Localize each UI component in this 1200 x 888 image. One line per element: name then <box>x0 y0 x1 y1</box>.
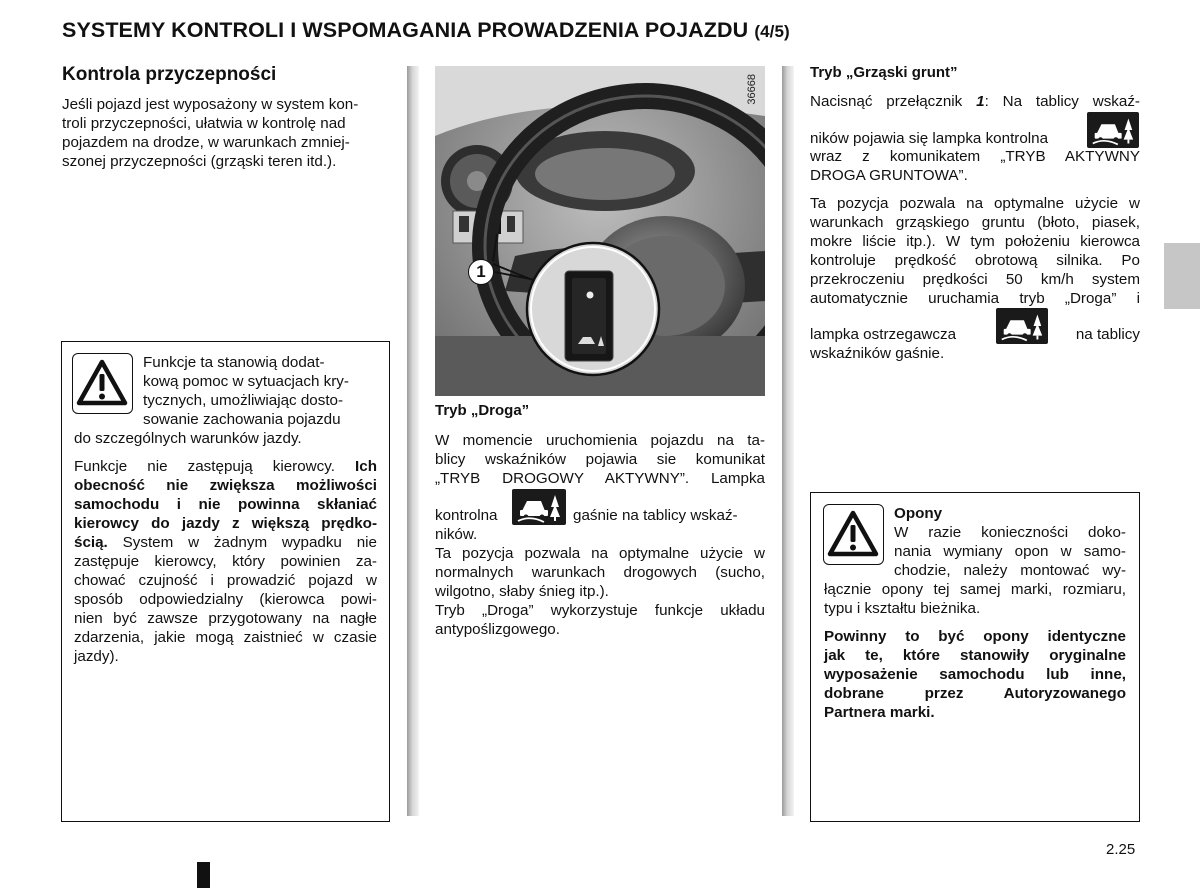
traction-control-heading: Kontrola przyczepności <box>62 64 277 85</box>
soft-ground-paragraph-2 <box>810 194 1140 308</box>
road-mode-heading: Tryb „Droga” <box>435 402 530 419</box>
soft-ground-text: lampka ostrzegawcza <box>810 326 957 343</box>
tyres-line: W razie konieczności doko- <box>894 524 1126 541</box>
soft-ground-line: Ta pozycja pozwala na optymalne użycie w <box>810 195 1140 212</box>
tyres-bold-line: wyposażenie samochodu lub inne, <box>824 666 1126 683</box>
callout-number: 1 <box>468 259 494 285</box>
soft-ground-warning-light-line <box>810 308 1140 348</box>
warning-bold-line: kierowcy do jazdy z większą prędko- <box>74 515 377 532</box>
soft-ground-paragraph-1-end <box>810 147 1140 185</box>
road-mode-paragraph-1 <box>435 431 765 488</box>
page-title-main: SYSTEMY KONTROLI I WSPOMAGANIA PROWADZENIA POJAZDU <box>62 18 749 42</box>
warning-box-tyres <box>810 492 1140 822</box>
warning-line: kową pomoc w sytuacjach kry- <box>143 373 349 390</box>
tyres-heading: Opony <box>894 505 943 522</box>
soft-ground-line: mokre liście itp.). W tym położeniu kierowca <box>810 233 1140 250</box>
warning-bold-text: Ich <box>355 458 377 475</box>
soft-ground-line: wraz z komunikatem „TRYB AKTYWNY <box>810 148 1140 165</box>
soft-ground-line-1 <box>810 92 1140 111</box>
warning-line: jazdy). <box>74 648 119 665</box>
chapter-tab-marker <box>1164 243 1200 309</box>
page-title <box>62 18 790 43</box>
column-separator-right <box>782 66 794 816</box>
off-road-mode-icon <box>512 489 566 525</box>
warning-line <box>74 457 377 476</box>
tyres-line: nania wymiany opon w samo- <box>894 543 1126 560</box>
tyres-bold-line: Powinny to być opony identyczne <box>824 628 1126 645</box>
soft-ground-line: warunkach grząskiego gruntu (błoto, piasek, <box>810 214 1140 231</box>
intro-line: pojazdem na drodze, w warunkach zmniej- <box>62 134 350 151</box>
intro-line: troli przyczepności, ułatwia w kontrolę nad <box>62 115 346 132</box>
off-road-mode-icon <box>996 308 1048 344</box>
intro-line: szonej przyczepności (grząski teren itd.). <box>62 153 337 170</box>
warning-line <box>74 533 377 552</box>
tyres-bold-line: dobrane przez Autoryzowanego <box>824 685 1126 702</box>
road-line: Tryb „Droga” wykorzystuje funkcje układu <box>435 602 765 619</box>
road-line: antypoślizgowego. <box>435 621 560 638</box>
soft-ground-line: przekroczeniu prędkości 50 km/h system <box>810 271 1140 288</box>
road-line-text: kontrolna <box>435 507 498 524</box>
road-line: W momencie uruchomienia pojazdu na ta- <box>435 432 765 449</box>
switch-number: 1 <box>976 93 985 110</box>
warning-line: zdarzenia, jakie mogą zaistnieć w czasie <box>74 629 377 646</box>
road-mode-paragraph-2 <box>435 544 765 639</box>
soft-ground-text: na tablicy <box>1075 326 1140 343</box>
road-line: Ta pozycja pozwala na optymalne użycie w <box>435 545 765 562</box>
dashboard-illustration <box>435 66 765 396</box>
tyres-bold-line: jak te, które stanowiły oryginalne <box>824 647 1126 664</box>
warning-triangle-icon <box>72 353 133 414</box>
tyres-line: chodzie, należy montować wy- <box>894 562 1126 579</box>
warning-bold-text: ścią. <box>74 534 108 551</box>
traction-intro-paragraph <box>62 95 390 171</box>
page-title-part: (4/5) <box>754 22 790 41</box>
warning-intro-last-line: do szczególnych warunków jazdy. <box>74 430 302 447</box>
warning-rest-text: System w żadnym wypadku nie <box>122 534 377 551</box>
warning-box-functions <box>61 341 390 822</box>
warning-bold-line: samochodu i nie powinna skłaniać <box>74 496 377 513</box>
tyres-line: typu i kształtu bieżnika. <box>824 600 981 617</box>
warning-line: chować czujność i prowadzić pojazd w <box>74 572 377 589</box>
warning-lead-text: Funkcje nie zastępują kierowcy. <box>74 458 335 475</box>
road-line-text: gaśnie na tablicy wskaź- <box>573 507 738 524</box>
warning-line: tycznych, umożliwiając dosto- <box>143 392 344 409</box>
tyres-bold-text <box>824 627 1126 722</box>
off-road-mode-icon <box>1087 112 1139 148</box>
road-mode-line-end: ników. <box>435 526 478 543</box>
soft-ground-paragraph-3-end: wskaźników gaśnie. <box>810 345 945 362</box>
warning-line: Funkcje ta stanowią dodat- <box>143 354 325 371</box>
tyres-line: łącznie opony tej samej marki, rozmiaru, <box>824 581 1126 598</box>
warning-intro-indented <box>143 353 377 429</box>
soft-ground-text: : Na tablicy wskaź- <box>984 93 1140 110</box>
road-line: normalnych warunkach drogowych (sucho, <box>435 564 765 581</box>
warning-triangle-icon <box>823 504 884 565</box>
image-reference-number: 36668 <box>746 74 758 105</box>
soft-ground-line: DROGA GRUNTOWA”. <box>810 167 968 184</box>
tyres-indented-text <box>894 523 1126 580</box>
road-line: wilgotno, słaby śnieg itp.). <box>435 583 609 600</box>
page-number: 2.25 <box>1106 841 1136 858</box>
print-crop-mark <box>197 862 210 888</box>
warning-line: sowanie zachowania pojazdu <box>143 411 341 428</box>
soft-ground-line: kontroluje prędkość obrotową silnika. Po <box>810 252 1140 269</box>
warning-line: nien być zawsze przygotowany na nagłe <box>74 610 377 627</box>
tyres-full-text <box>824 580 1126 618</box>
road-line: „TRYB DROGOWY AKTYWNY”. Lampka <box>435 470 765 487</box>
soft-ground-text: Nacisnąć przełącznik <box>810 93 963 110</box>
soft-ground-mode-heading: Tryb „Grząski grunt” <box>810 64 958 81</box>
road-line: blicy wskaźników pojawia sie komunikat <box>435 451 765 468</box>
intro-line: Jeśli pojazd jest wyposażony w system kon- <box>62 96 359 113</box>
soft-ground-text: ników pojawia się lampka kontrolna <box>810 130 1049 147</box>
soft-ground-icon-line <box>810 112 1140 152</box>
warning-second-paragraph <box>74 457 377 666</box>
warning-line: zastępuje kierowcy, który powinien za- <box>74 553 377 570</box>
dashboard-photo <box>435 66 765 396</box>
warning-line: sposób odpowiedzialny (kierowca powi- <box>74 591 377 608</box>
warning-bold-line: obecność nie zwiększa możliwości <box>74 477 377 494</box>
road-mode-icon-line <box>435 489 765 529</box>
soft-ground-line: automatycznie uruchamia tryb „Droga” i <box>810 290 1140 307</box>
tyres-bold-line: Partnera marki. <box>824 704 935 721</box>
column-separator-left <box>407 66 419 816</box>
